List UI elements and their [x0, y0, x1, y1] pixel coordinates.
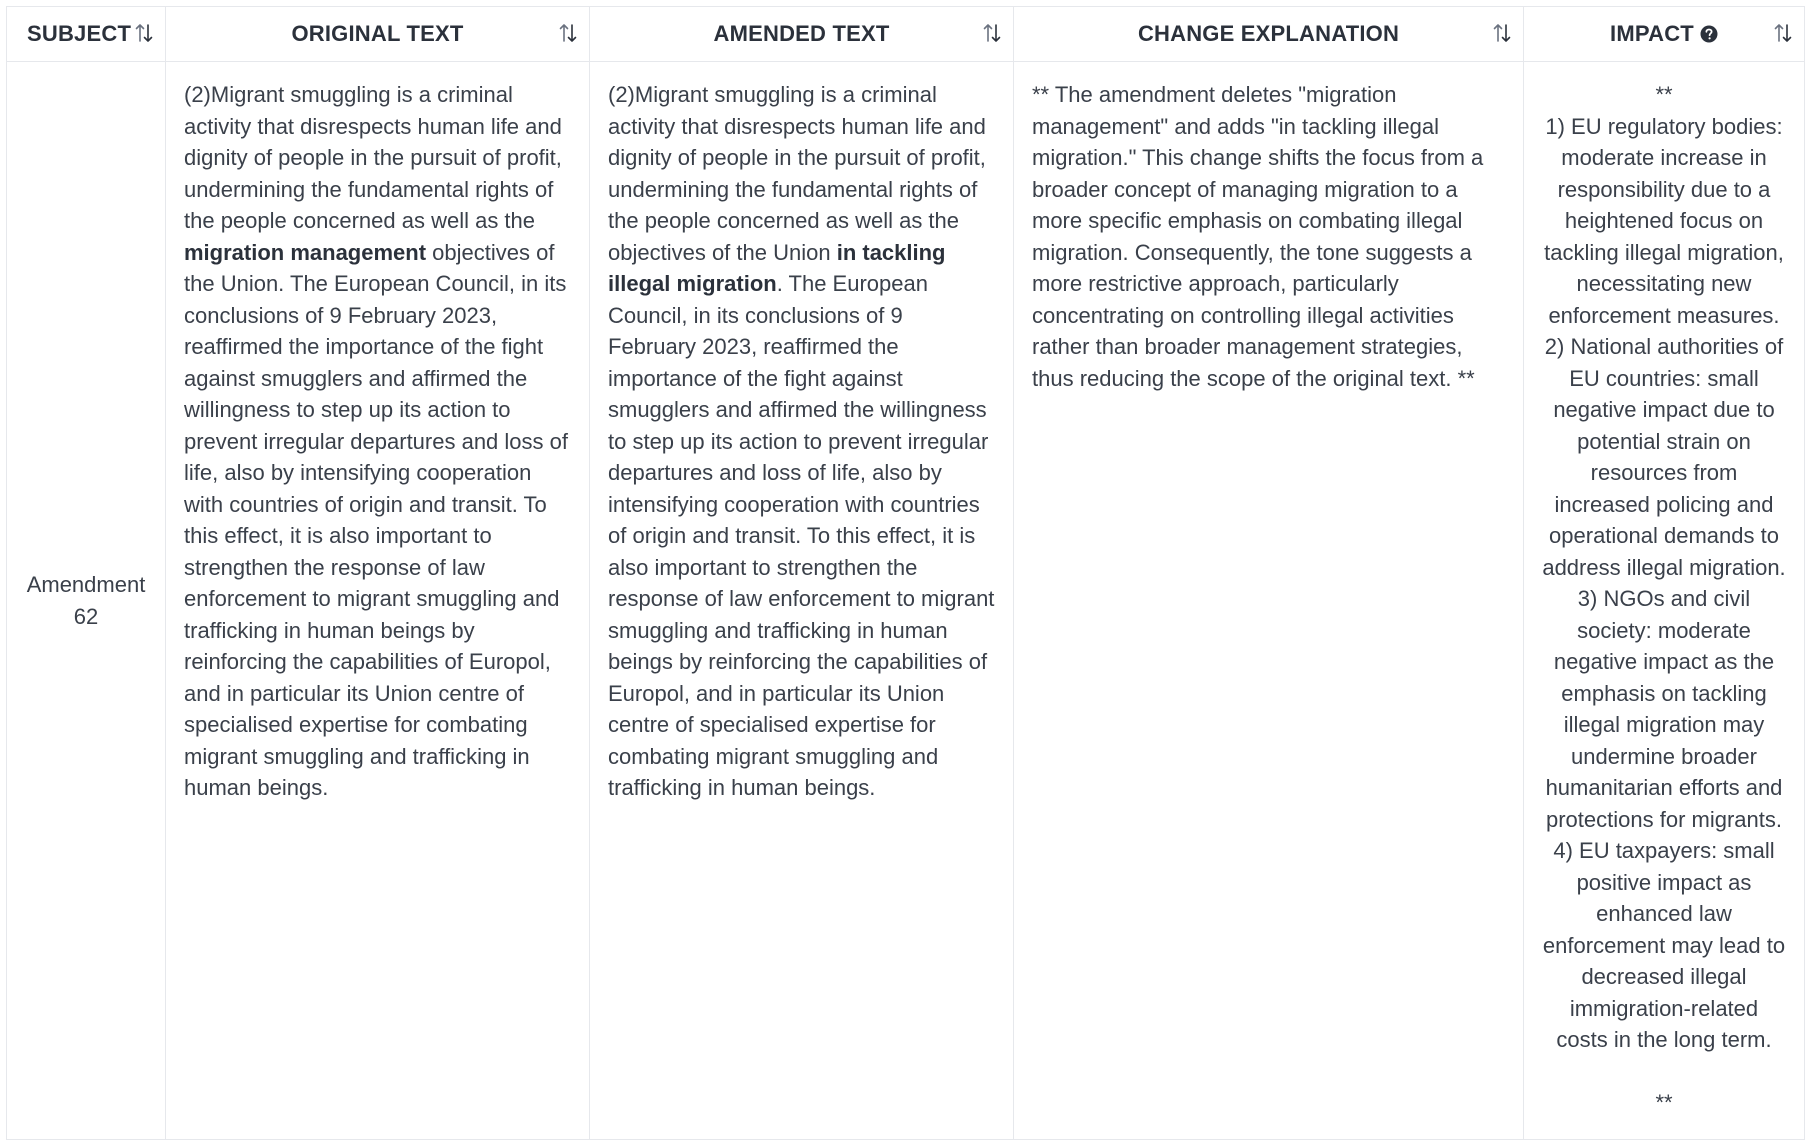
original-text-after: objectives of the Union. The European Council, in its conclusions of 9 February 2023, reaffirmed the importance of the fight against smugglers and affirmed the willingness to step up its action to prevent irregular departures and loss of life, also by intensifying cooperation with countries of origin and transit. To this effect, it is also important to strengthen the response of law enforcement to migrant smuggling and trafficking in human beings by reinforcing the capabilities of Europol, and in particular its Union centre of specialised expertise for combating migrant smuggling and trafficking in human beings. — [184, 239, 568, 800]
impact-cell: ** 1) EU regulatory bodies: moderate increase in responsibility due to a heightened focus on tackling illegal migration, necessitating new enforcement measures. 2) National authorities of EU countries: small negative impact due to potential strain on resources from increased policing and operational demands to address illegal migration. 3) NGOs and civil society: moderate negative impact as the emphasis on tackling illegal migration may undermine broader humanitarian efforts and protections for migrants. 4) EU taxpayers: small positive impact as enhanced law enforcement may lead to decreased illegal immigration-related costs in the long term. ** — [1524, 62, 1805, 1140]
sort-arrows-icon[interactable] — [133, 21, 155, 45]
column-header-impact[interactable] — [1524, 7, 1805, 62]
original-text-before: (2)Migrant smuggling is a criminal activity that disrespects human life and dignity of people in the pursuit of profit, undermining the fundamental rights of the people concerned as well as the — [184, 82, 562, 233]
original-text-cell — [166, 62, 590, 1140]
sort-arrows-icon[interactable] — [1491, 21, 1513, 45]
column-header-label: IMPACT — [1610, 21, 1694, 46]
amended-text-after: . The European Council, in its conclusions of 9 February 2023, reaffirmed the importance of the fight against smugglers and affirmed the willingness to step up its action to prevent irregular departures and loss of life, also by intensifying cooperation with countries of origin and transit. To this effect, it is also important to strengthen the response of law enforcement to migrant smuggling and trafficking in human beings by reinforcing the capabilities of Europol, and in particular its Union centre of specialised expertise for combating migrant smuggling and trafficking in human beings. — [608, 271, 995, 800]
sort-arrows-icon[interactable] — [981, 21, 1003, 45]
column-header-label: ORIGINAL TEXT — [291, 21, 464, 46]
amendments-table-container — [6, 6, 1804, 1140]
column-header-change-explanation[interactable] — [1014, 7, 1524, 62]
amendments-table — [6, 6, 1805, 1140]
column-header-label: AMENDED TEXT — [713, 21, 890, 46]
change-explanation-cell: ** The amendment deletes "migration management" and adds "in tackling illegal migration." This change shifts the focus from a broader concept of managing migration to a more specific emphasis on combating illegal migration. Consequently, the tone suggests a more restrictive approach, particularly concentrating on controlling illegal activities rather than broader management strategies, thus reducing the scope of the original text. ** — [1014, 62, 1524, 1140]
column-header-subject[interactable] — [7, 7, 166, 62]
column-header-amended-text[interactable] — [590, 7, 1014, 62]
amended-text-before: (2)Migrant smuggling is a criminal activity that disrespects human life and dignity of people in the pursuit of profit, undermining the fundamental rights of the people concerned as well as the objectives of the Union — [608, 82, 986, 265]
table-row — [7, 62, 1805, 1140]
subject-cell: Amendment 62 — [7, 62, 166, 1140]
column-header-original-text[interactable] — [166, 7, 590, 62]
column-header-label: SUBJECT — [27, 21, 132, 46]
amended-text-cell — [590, 62, 1014, 1140]
table-header-row — [7, 7, 1805, 62]
amended-text-highlight: in tackling illegal migration — [608, 239, 946, 296]
question-circle-icon[interactable] — [1700, 25, 1718, 43]
sort-arrows-icon[interactable] — [557, 21, 579, 45]
original-text-highlight: migration management — [184, 239, 427, 265]
column-header-label: CHANGE EXPLANATION — [1137, 21, 1400, 46]
sort-arrows-icon[interactable] — [1772, 21, 1794, 45]
